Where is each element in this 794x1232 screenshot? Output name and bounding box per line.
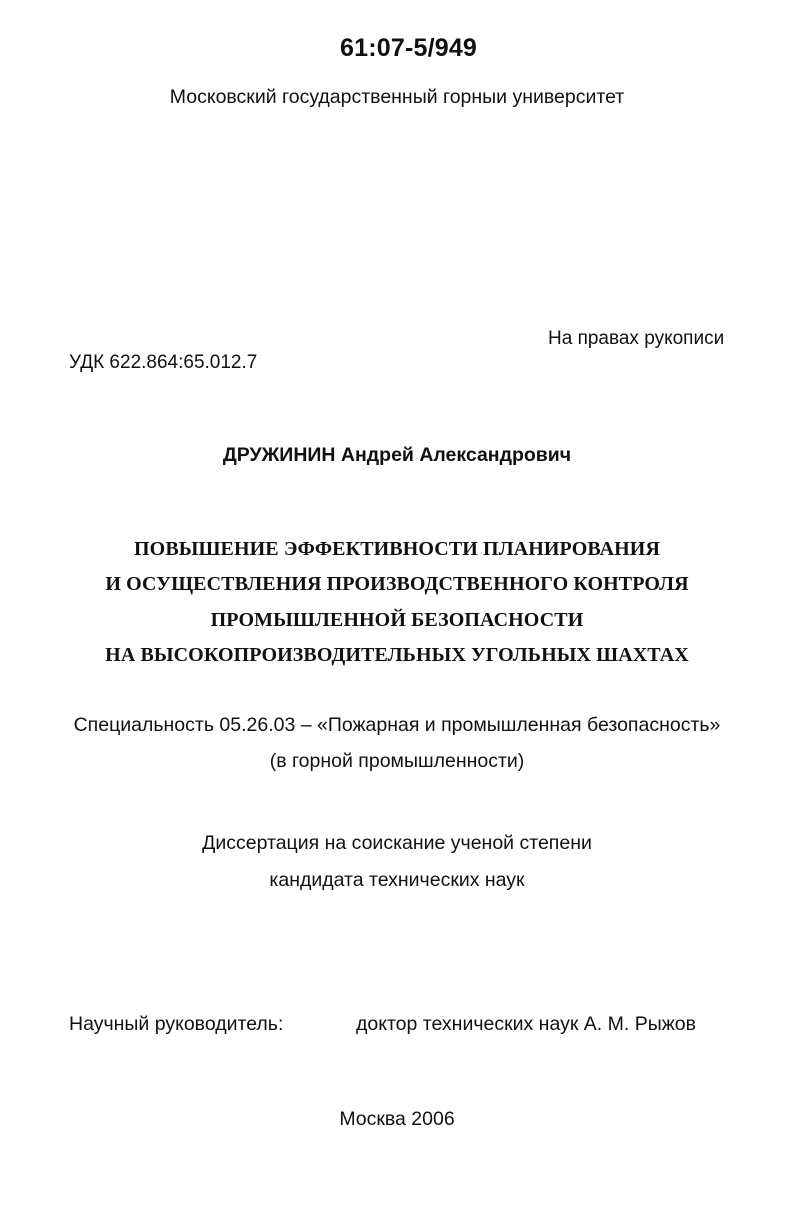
title-line: ПРОМЫШЛЕННОЙ БЕЗОПАСНОСТИ [210, 609, 584, 631]
degree-line: кандидата технических наук [269, 869, 525, 891]
title-line: И ОСУЩЕСТВЛЕНИЯ ПРОИЗВОДСТВЕННОГО КОНТРОЛЯ [105, 573, 689, 595]
rights-notice: На правах рукописи [548, 328, 725, 349]
author-name: ДРУЖИНИН Андрей Александрович [222, 444, 572, 466]
title-line: НА ВЫСОКОПРОИЗВОДИТЕЛЬНЫХ УГОЛЬНЫХ ШАХТАХ [105, 644, 689, 666]
advisor-label: Научный руководитель: [69, 1013, 284, 1035]
title-line: ПОВЫШЕНИЕ ЭФФЕКТИВНОСТИ ПЛАНИРОВАНИЯ [134, 538, 660, 560]
city-year: Москва 2006 [339, 1108, 455, 1130]
specialty-line: Специальность 05.26.03 – «Пожарная и промышленная безопасность» [73, 714, 721, 736]
advisor-name: доктор технических наук А. М. Рыжов [356, 1013, 696, 1035]
university-name: Московский государственный горныи университет [169, 86, 625, 108]
dissertation-line: Диссертация на соискание ученой степени [202, 832, 592, 854]
archive-number: 61:07-5/949 [340, 34, 478, 62]
udk-code: УДК 622.864:65.012.7 [69, 352, 258, 373]
specialty-subline: (в горной промышленности) [269, 750, 525, 772]
